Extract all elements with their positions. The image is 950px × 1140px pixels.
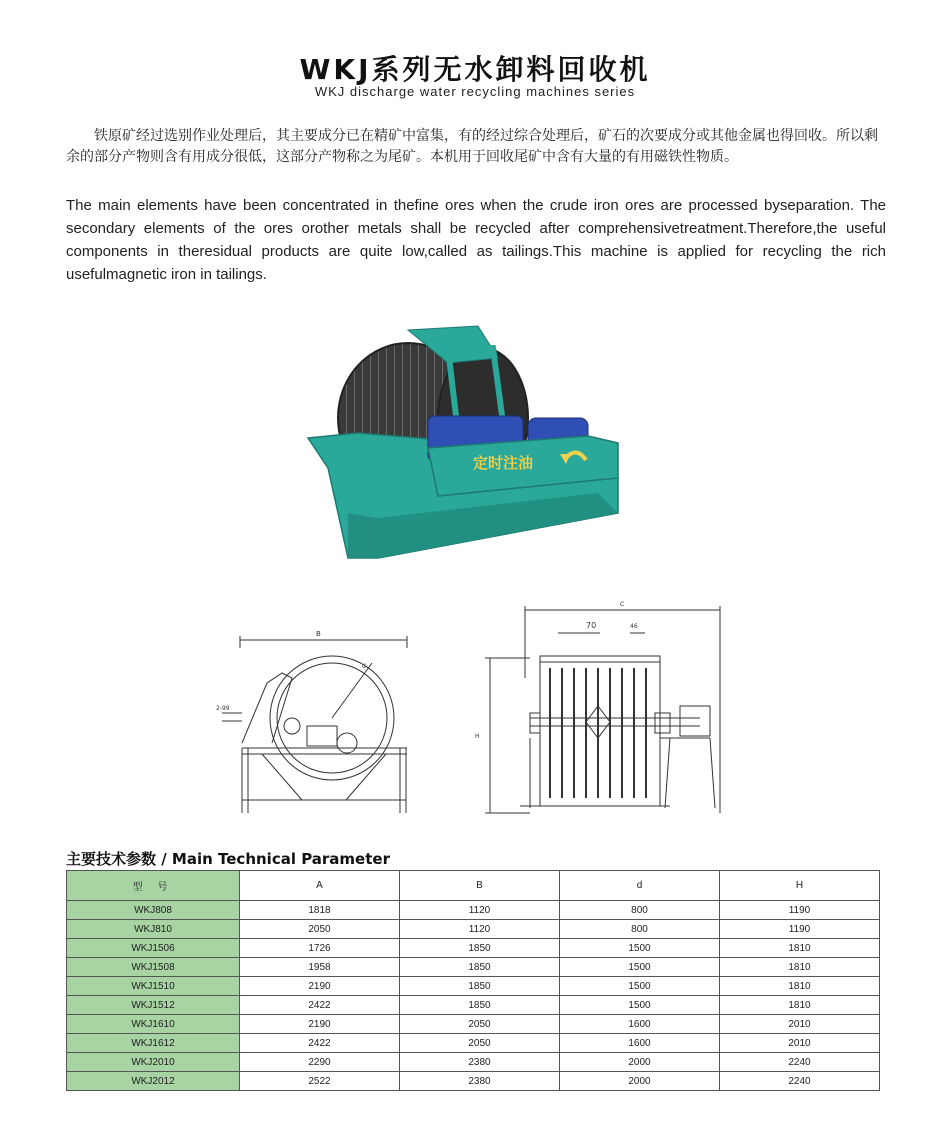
col-header-model: 型 号 — [67, 871, 240, 901]
svg-text:H: H — [475, 733, 480, 740]
cell-h: 2010 — [720, 1015, 880, 1034]
cell-h: 1810 — [720, 939, 880, 958]
cell-a: 1726 — [240, 939, 400, 958]
table-row — [67, 901, 880, 920]
cell-a: 2190 — [240, 977, 400, 996]
cell-h: 1810 — [720, 996, 880, 1015]
cell-model: WKJ2010 — [67, 1053, 240, 1072]
page-subtitle: WKJ discharge water recycling machines series — [314, 84, 636, 99]
table-row — [67, 958, 880, 977]
svg-text:2-99: 2-99 — [216, 705, 230, 712]
svg-text:B: B — [316, 630, 321, 638]
svg-text:C: C — [620, 601, 625, 608]
cell-model: WKJ1610 — [67, 1015, 240, 1034]
cell-model: WKJ1506 — [67, 939, 240, 958]
svg-text:70: 70 — [586, 621, 597, 630]
cell-model: WKJ810 — [67, 920, 240, 939]
cell-b: 1850 — [400, 977, 560, 996]
cell-h: 1190 — [720, 920, 880, 939]
cell-b: 1120 — [400, 920, 560, 939]
col-header-a: A — [240, 871, 400, 901]
table-row — [67, 939, 880, 958]
parameter-table — [66, 870, 880, 1091]
cell-model: WKJ1508 — [67, 958, 240, 977]
cell-b: 2050 — [400, 1034, 560, 1053]
cell-a: 2290 — [240, 1053, 400, 1072]
cell-h: 2010 — [720, 1034, 880, 1053]
cell-b: 1120 — [400, 901, 560, 920]
cell-b: 1850 — [400, 958, 560, 977]
cell-a: 2522 — [240, 1072, 400, 1091]
cell-model: WKJ808 — [67, 901, 240, 920]
table-row — [67, 977, 880, 996]
cell-h: 1810 — [720, 977, 880, 996]
cell-a: 2422 — [240, 1034, 400, 1053]
table-title: 主要技术参数 / Main Technical Parameter — [66, 850, 390, 868]
svg-text:46: 46 — [630, 623, 638, 630]
table-row — [67, 1072, 880, 1091]
cell-d: 1500 — [560, 996, 720, 1015]
cell-model: WKJ1510 — [67, 977, 240, 996]
cell-h: 1810 — [720, 958, 880, 977]
cell-d: 1500 — [560, 939, 720, 958]
side-view-drawing — [212, 618, 422, 818]
col-header-d: d — [560, 871, 720, 901]
intro-english: The main elements have been concentrated in thefine ores when the crude iron ores are processed byseparation. The secondary elements of the ores orother metals shall be recycled after comprehensivetreatment.Therefore,the useful components in theresidual products are quite low,called as tailings.This machine is applied for recycling the rich usefulmagnetic iron in tailings. — [66, 197, 886, 283]
cell-a: 2050 — [240, 920, 400, 939]
cell-model: WKJ1512 — [67, 996, 240, 1015]
intro-chinese: 铁原矿经过选别作业处理后，其主要成分已在精矿中富集，有的经过综合处理后，矿石的次要成分或其他金属也得回收。所以剩余的部分产物则含有用成分很低，这部分产物称之为尾矿。本机用于回收尾矿中含有大量的有用磁铁性物质。 — [66, 128, 878, 165]
cell-d: 800 — [560, 920, 720, 939]
cell-b: 1850 — [400, 939, 560, 958]
cell-b: 2380 — [400, 1053, 560, 1072]
table-row — [67, 1015, 880, 1034]
cell-b: 2380 — [400, 1072, 560, 1091]
table-row — [67, 920, 880, 939]
cell-a: 2190 — [240, 1015, 400, 1034]
cell-a: 1958 — [240, 958, 400, 977]
cell-a: 1818 — [240, 901, 400, 920]
cell-d: 1600 — [560, 1034, 720, 1053]
cell-a: 2422 — [240, 996, 400, 1015]
cell-d: 1500 — [560, 958, 720, 977]
col-header-b: B — [400, 871, 560, 901]
table-row — [67, 1034, 880, 1053]
table-header-row — [67, 871, 880, 901]
cell-h: 2240 — [720, 1072, 880, 1091]
svg-text:d: d — [362, 663, 366, 670]
table-row — [67, 1053, 880, 1072]
machine-photo — [298, 318, 628, 578]
cell-b: 2050 — [400, 1015, 560, 1034]
cell-model: WKJ2012 — [67, 1072, 240, 1091]
col-header-h: H — [720, 871, 880, 901]
front-view-drawing — [470, 598, 730, 820]
cell-d: 1600 — [560, 1015, 720, 1034]
cell-b: 1850 — [400, 996, 560, 1015]
page-title: WKJ系列无水卸料回收机 — [299, 53, 651, 86]
cell-d: 2000 — [560, 1072, 720, 1091]
cell-h: 2240 — [720, 1053, 880, 1072]
table-row — [67, 996, 880, 1015]
cell-d: 1500 — [560, 977, 720, 996]
cell-h: 1190 — [720, 901, 880, 920]
cell-model: WKJ1612 — [67, 1034, 240, 1053]
oil-label: 定时注油 — [473, 454, 534, 472]
cell-d: 2000 — [560, 1053, 720, 1072]
cell-d: 800 — [560, 901, 720, 920]
